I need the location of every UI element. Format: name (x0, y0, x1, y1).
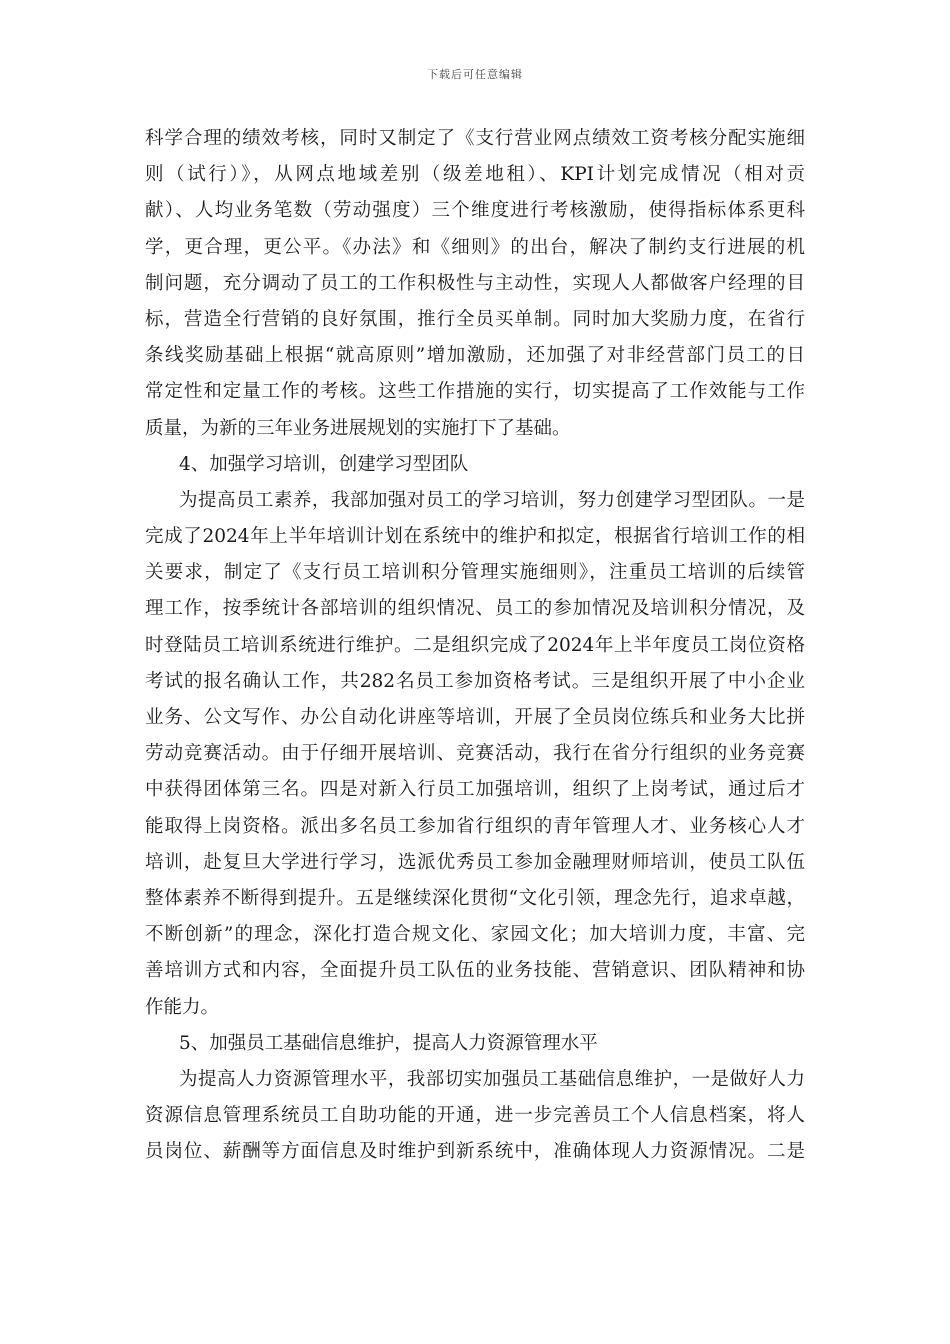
text-line: 不断创新”的理念，深化打造合规文化、家园文化；加大培训力度，丰富、完 (145, 924, 805, 946)
text-line: 资源信息管理系统员工自助功能的开通，进一步完善员工个人信息档案，将人 (145, 1105, 805, 1127)
text-line: 培训，赴复旦大学进行学习，选派优秀员工参加金融理财师培训，使员工队伍 (145, 851, 805, 873)
section-heading: 4、加强学习培训，创建学习型团队 (179, 453, 469, 475)
text-line: 时登陆员工培训系统进行维护。二是组织完成了2024年上半年度员工岗位资格 (145, 634, 805, 656)
header-note: 下载后可任意编辑 (427, 68, 523, 81)
text-line: 员岗位、薪酬等方面信息及时维护到新系统中，准确体现人力资源情况。二是 (145, 1141, 805, 1163)
text-line: 为提高人力资源管理水平，我部切实加强员工基础信息维护，一是做好人力 (179, 1068, 805, 1090)
text-line: 理工作，按季统计各部培训的组织情况、员工的参加情况及培训积分情况，及 (145, 598, 805, 620)
text-line: 为提高员工素养，我部加强对员工的学习培训，努力创建学习型团队。一是 (179, 489, 805, 511)
text-line: 学，更合理，更公平。《办法》和《细则》的出台，解决了制约支行进展的机 (145, 236, 805, 258)
text-line: 整体素养不断得到提升。五是继续深化贯彻“文化引领，理念先行，追求卓越， (145, 887, 805, 909)
text-line: 考试的报名确认工作，共282名员工参加资格考试。三是组织开展了中小企业 (145, 670, 805, 692)
text-line: 善培训方式和内容，全面提升员工队伍的业务技能、营销意识、团队精神和协 (145, 960, 805, 982)
text-line: 科学合理的绩效考核，同时又制定了《支行营业网点绩效工资考核分配实施细 (145, 128, 805, 149)
text-line: 常定性和定量工作的考核。这些工作措施的实行，切实提高了工作效能与工作 (145, 381, 805, 403)
text-line: 则（试行）》，从网点地域差别（级差地租）、KPI计划完成情况（相对贡 (145, 164, 805, 186)
text-line: 献）、人均业务笔数（劳动强度）三个维度进行考核激励，使得指标体系更科 (145, 200, 805, 222)
text-line: 能取得上岗资格。派出多名员工参加省行组织的青年管理人才、业务核心人才 (145, 815, 805, 837)
text-line: 质量，为新的三年业务进展规划的实施打下了基础。 (145, 417, 571, 439)
text-line: 中获得团体第三名。四是对新入行员工加强培训，组织了上岗考试，通过后才 (145, 779, 805, 801)
text-line: 制问题，充分调动了员工的工作积极性与主动性，实现人人都做客户经理的目 (145, 272, 805, 294)
text-line: 劳动竞赛活动。由于仔细开展培训、竞赛活动，我行在省分行组织的业务竞赛 (145, 743, 805, 765)
text-line: 作能力。 (145, 996, 220, 1018)
text-line: 业务、公文写作、办公自动化讲座等培训，开展了全员岗位练兵和业务大比拼 (145, 707, 805, 728)
text-line: 完成了2024年上半年培训计划在系统中的维护和拟定，根据省行培训工作的相 (145, 526, 805, 548)
text-line: 关要求，制定了《支行员工培训积分管理实施细则》，注重员工培训的后续管 (145, 562, 805, 584)
body-text (145, 121, 805, 1170)
section-heading: 5、加强员工基础信息维护，提高人力资源管理水平 (179, 1032, 598, 1054)
text-line: 条线奖励基础上根据“就高原则”增加激励，还加强了对非经营部门员工的日 (145, 345, 805, 367)
text-line: 标，营造全行营销的良好氛围，推行全员买单制。同时加大奖励力度，在省行 (145, 308, 805, 330)
